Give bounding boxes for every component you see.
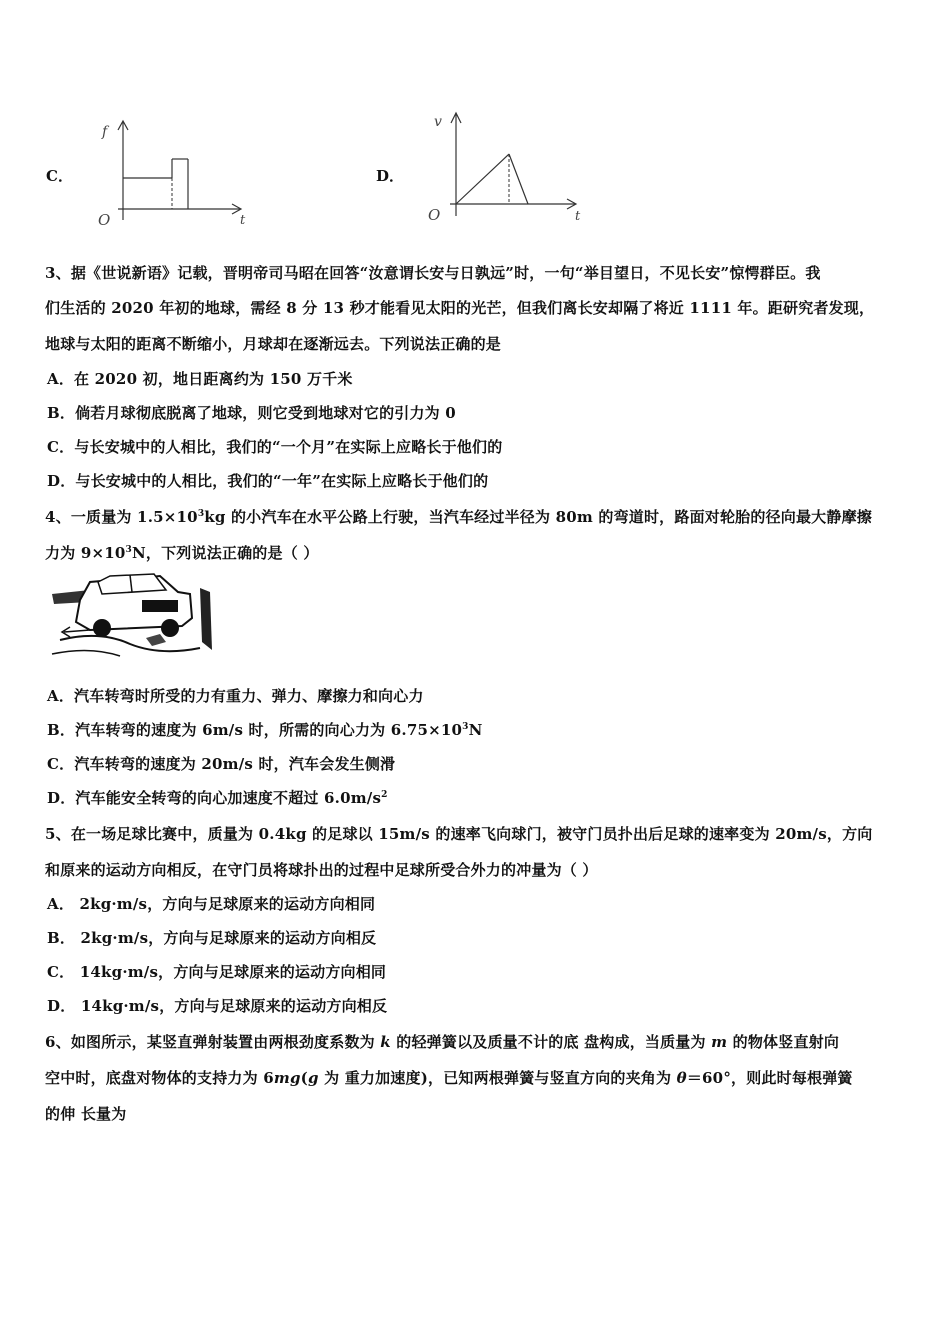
graph-c-f-t [90, 112, 260, 232]
q4-option-b: B．汽车转弯的速度为 6m/s 时，所需的向心力为 $6.75\times 10^3N$ [47, 721, 483, 739]
q4-option-d: D．汽车能安全转弯的向心加速度不超过 $6.0m/s^2$ [47, 789, 388, 807]
q3-stem-line-3: 地球与太阳的距离不断缩小，月球却在逐渐远去。下列说法正确的是 [45, 335, 502, 353]
q4-option-c: C．汽车转弯的速度为 20m/s 时，汽车会发生侧滑 [47, 755, 396, 773]
graph-c-origin: O [98, 211, 111, 229]
q4-stem-line-1: 4、一质量为 $1.5\times 10^3kg$ 的小汽车在水平公路上行驶，当汽车经过半径为 80m 的弯道时，路面对轮胎的径向最大静摩擦 [45, 508, 872, 526]
graph-d-rise [456, 154, 509, 204]
q4-option-a: A．汽车转弯时所受的力有重力、弹力、摩擦力和向心力 [47, 687, 424, 705]
q3-option-c: C．与长安城中的人相比，我们的“一个月”在实际上应略长于他们的 [47, 438, 503, 456]
q5-option-b: B． 2kg·m/s，方向与足球原来的运动方向相反 [47, 929, 377, 947]
graph-d-ylabel: v [434, 114, 442, 130]
graph-c-ylabel: f [102, 124, 108, 140]
q6-stem-line-1: 6、如图所示，某竖直弹射装置由两根劲度系数为 k 的轻弹簧以及质量不计的底 盘构成，当质量为 m 的物体竖直射向 [45, 1033, 840, 1051]
graph-d-origin: O [428, 206, 441, 224]
option-c-label: C． [46, 167, 73, 185]
q5-stem-line-2: 和原来的运动方向相反，在守门员将球扑出的过程中足球所受合外力的冲量为（ ） [45, 861, 598, 879]
q3-option-d: D．与长安城中的人相比，我们的“一年”在实际上应略长于他们的 [47, 472, 489, 490]
q4-stem-line-2: 力为 $9\times 10^3N$，下列说法正确的是（ ） [45, 544, 319, 562]
option-d-label: D． [376, 167, 405, 185]
q5-option-c: C． 14kg·m/s，方向与足球原来的运动方向相同 [47, 963, 387, 981]
force-arrow [64, 630, 90, 632]
car-wheel-rear [161, 619, 179, 637]
road-edge [200, 588, 212, 650]
q3-stem-line-2: 们生活的 2020 年初的地球，需经 8 分 13 秒才能看见太阳的光芒，但我们离长安却隔了将近 1111 年。距研究者发现， [45, 299, 875, 317]
q5-stem-line-1: 5、在一场足球比赛中，质量为 0.4kg 的足球以 15m/s 的速率飞向球门，被守门员扑出后足球的速率变为 20m/s，方向 [45, 825, 873, 843]
graph-d-xlabel: t [575, 209, 581, 224]
q6-stem-line-2: 空中时，底盘对物体的支持力为 6mg(g 为 重力加速度)，已知两根弹簧与竖直方向的夹角为 θ＝60°，则此时每根弹簧 [45, 1069, 853, 1087]
q6-stem-line-3: 的伸 长量为 [45, 1105, 127, 1123]
q5-option-d: D． 14kg·m/s，方向与足球原来的运动方向相反 [47, 997, 388, 1015]
road-curve [60, 636, 200, 651]
car-wheel-front [93, 619, 111, 637]
graph-d-fall [509, 154, 528, 204]
car-turning-illustration [50, 570, 215, 662]
graph-c-xlabel: t [240, 213, 246, 228]
q3-option-a: A．在 2020 初，地日距离约为 150 万千米 [47, 370, 353, 388]
q3-option-b: B．倘若月球彻底脱离了地球，则它受到地球对它的引力为 0 [47, 404, 456, 422]
graph-d-v-t [420, 104, 595, 229]
q5-option-a: A． 2kg·m/s，方向与足球原来的运动方向相同 [47, 895, 376, 913]
q3-stem-line-1: 3、据《世说新语》记载，晋明帝司马昭在回答“汝意谓长安与日孰远”时，一句“举目望日，不见长安”惊愕群臣。我 [45, 264, 821, 282]
car-grille [142, 600, 178, 612]
